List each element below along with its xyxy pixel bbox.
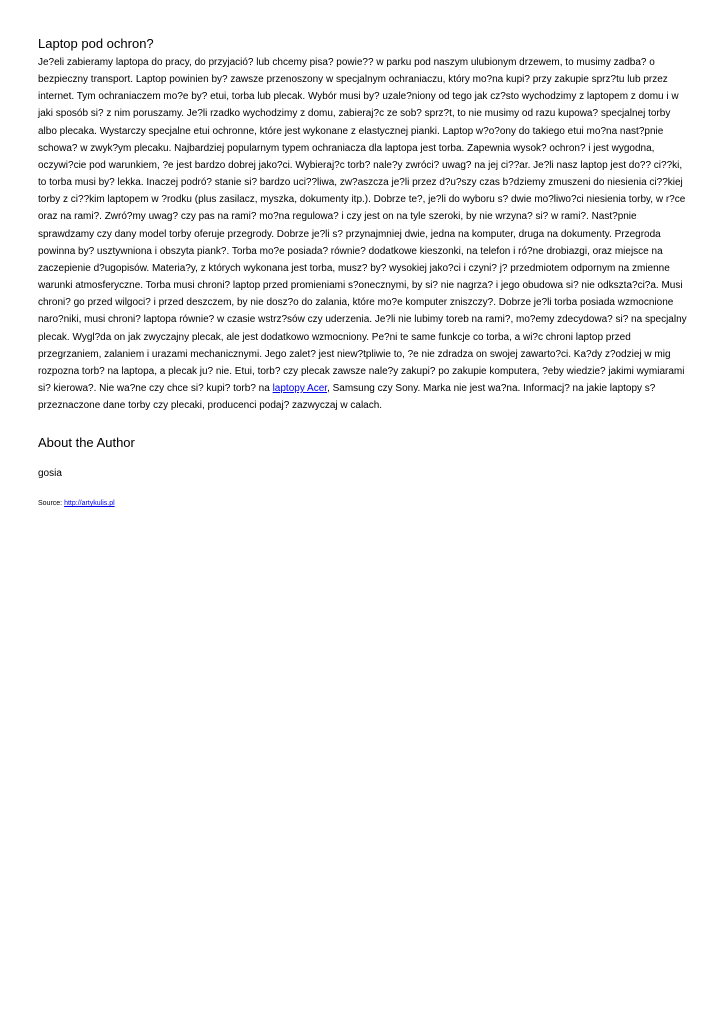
document-page [38,36,690,508]
source-line [38,499,690,508]
source-label: Source: [38,500,65,508]
about-author-heading: About the Author [38,435,135,451]
laptopy-acer-link[interactable]: laptopy Acer [272,382,328,394]
article-body [38,54,690,414]
article-body-text-end: , Samsung czy Sony. Marka nie jest wa?na. Informacj? na jakie laptopy s? przeznaczone dane torby czy plecaki, producenci podaj? zazwyczaj w calach. [38,382,656,412]
article-body-text-start: Je?eli zabieramy laptopa do pracy, do przyjació? lub chcemy pisa? powie?? w parku pod naszym ulubionym drzewem, to musimy zadba? o bezpieczny transport. Laptop powinien by? zawsze przenoszony w specjalnym ochraniaczu, który mo?na kupi? przy zakupie sprz?tu lub przez internet. Tym ochraniaczem mo?e by? etui, torba lub plecak. Wybór musi by? uzale?niony od tego jak cz?sto wychodzimy z laptopem z domu i w jaki sposób si? z nim poruszamy. Je?li rzadko wychodzimy z domu, zabieraj?c ze sob? sprz?t, to nie musimy od razu kupowa? specjalnej torby albo plecaka. Wystarczy specjalne etui ochronne, które jest wykonane z elastycznej pianki. Laptop w?o?ony do takiego etui mo?na nast?pnie schowa? w zwyk?ym plecaku. Najbardziej popularnym typem ochraniacza dla laptopa jest torba. Zapewnia wysok? ochron? i jest wygodna, oczywi?cie pod warunkiem, ?e jest bardzo dobrej jako?ci. Wybieraj?c torb? nale?y zwróci? uwag? na jej ci??ar. Je?li nasz laptop jest do?? ci??ki, to torba musi by? lekka. Inaczej podró? stanie si? bardzo uci??liwa, zw?aszcza je?li przez d?u?szy czas b?dziemy zmuszeni do niesienia ci??kiej torby z ci??kim laptopem w ?rodku (plus zasilacz, myszka, dokumenty itp.). Dobrze te?, je?li do wyboru s? dwie mo?liwo?ci niesienia torby, w r?ce oraz na rami?. Zwró?my uwag? czy pas na rami? mo?na regulowa? i czy jest on na tyle szeroki, by nie wrzyna? si? w rami?. Nast?pnie sprawdzamy czy dany model torby oferuje przegrody. Dobrze je?li s? przynajmniej dwie, jedna na komputer, druga na dokumenty. Przegroda powinna by? usztywniona i obszyta piank?. Torba mo?e posiada? równie? dodatkowe kieszonki, na telefon i ró?ne drobiazgi, oraz miejsce na zaczepienie d?ugopisów. Materia?y, z których wykonana jest torba, musz? by? wysokiej jako?ci i czyni? j? przedmiotem odpornym na zmienne warunki atmosferyczne. Torba musi chroni? laptop przed promieniami s?onecznymi, by si? nie nagrza? i jego obudowa si? nie odkszta?ci?a. Musi chroni? go przed wilgoci? i przed deszczem, by nie dosz?o do zalania, które mo?e komputer zniszczy?. Dobrze je?li torba posiada wzmocnione naro?niki, musi chroni? laptopa równie? w czasie wstrz?sów czy uderzenia. Je?li nie lubimy toreb na rami?, mo?emy zdecydowa? si? na specjalny plecak. Wygl?da on jak zwyczajny plecak, ale jest dodatkowo wzmocniony. Pe?ni te same funkcje co torba, a wi?c chroni laptop przed przegrzaniem, zalaniem i urazami mechanicznymi. Jego zalet? jest niew?tpliwie to, ?e nie zdradza on swojej zawarto?ci. Ka?dy z?odziej w mig rozpozna torb? na laptopa, a plecak ju? nie. Etui, torb? czy plecak zawsze nale?y zakupi? po zakupie komputera, ?eby wiedzie? jakimi wymiarami si? kierowa?. Nie wa?ne czy chce si? kupi? torb? na [38,57,687,394]
article-title: Laptop pod ochron? [38,36,154,51]
source-link[interactable]: http://artykulis.pl [64,500,115,508]
author-name: gosia [38,468,62,480]
